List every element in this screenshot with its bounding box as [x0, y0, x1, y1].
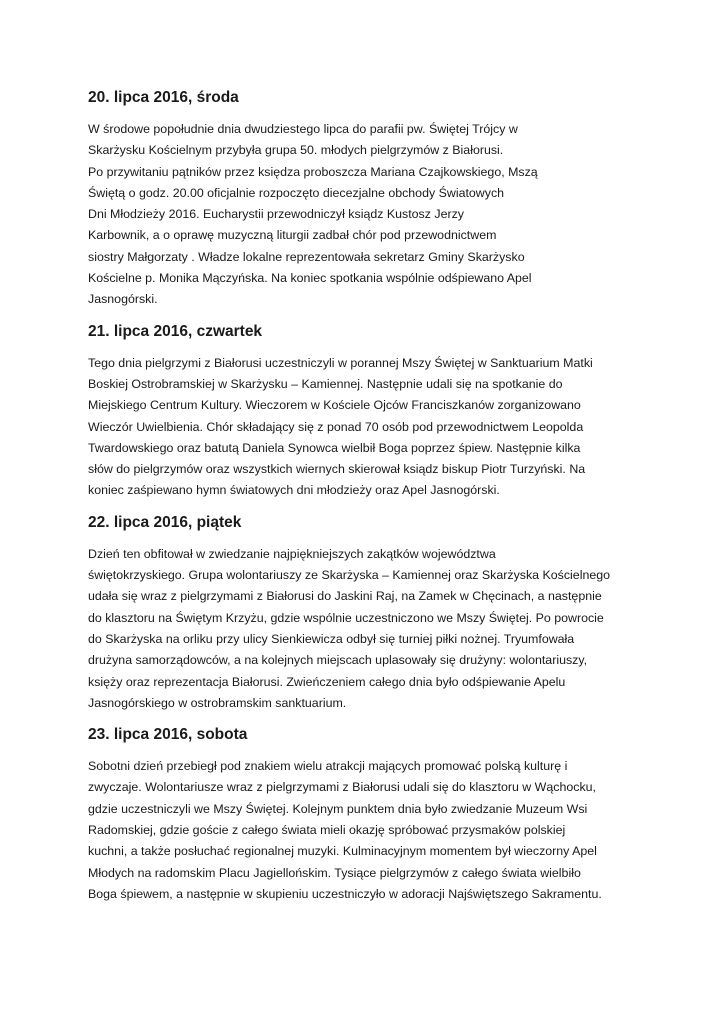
paragraph-line: Po przywitaniu pątników przez księdza proboszcza Mariana Czajkowskiego, Mszą: [88, 164, 538, 179]
section-day-21: [88, 322, 668, 502]
section-day-20: [88, 88, 668, 311]
section-paragraph: [88, 119, 668, 311]
paragraph-line: Jasnogórskiego w ostrobramskim sanktuarium.: [88, 695, 347, 710]
paragraph-line: W środowe popołudnie dnia dwudziestego lipca do parafii pw. Świętej Trójcy w: [88, 122, 518, 136]
paragraph-line: Młodych na radomskim Placu Jagiellońskim. Tysiące pielgrzymów z całego świata wielbiło: [88, 865, 581, 880]
paragraph-line: Tego dnia pielgrzymi z Białorusi uczestniczyli w porannej Mszy Świętej w Sanktuarium Matki: [88, 355, 593, 370]
paragraph-line: Twardowskiego oraz batutą Daniela Synowca wielbił Boga poprzez śpiew. Następnie kilka: [88, 440, 581, 455]
section-paragraph: [88, 544, 668, 714]
section-paragraph: [88, 353, 668, 502]
paragraph-line: Miejskiego Centrum Kultury. Wieczorem w Kościele Ojców Franciszkanów zorganizowano: [88, 398, 581, 413]
paragraph-line: drużyna samorządowców, a na kolejnych miejscach uplasowały się drużyny: wolontariuszy,: [88, 653, 588, 668]
paragraph-line: Dzień ten obfitował w zwiedzanie najpiękniejszych zakątków województwa: [88, 546, 496, 561]
paragraph-line: Karbownik, a o oprawę muzyczną liturgii zadbał chór pod przewodnictwem: [88, 228, 497, 243]
paragraph-line: udała się wraz z pielgrzymami z Białorusi do Jaskini Raj, na Zamek w Chęcinach, a następnie: [88, 589, 602, 604]
section-heading: 20. lipca 2016, środa: [88, 89, 239, 106]
section-heading: 23. lipca 2016, sobota: [88, 726, 248, 744]
paragraph-line: Jasnogórski.: [88, 292, 158, 307]
paragraph-line: słów do pielgrzymów oraz wszystkich wiernych skierował ksiądz biskup Piotr Turzyński. Na: [88, 462, 586, 477]
paragraph-line: zwyczaje. Wolontariusze wraz z pielgrzymami z Białorusi udali się do klasztoru w Wąchocku,: [88, 780, 596, 795]
paragraph-line: siostry Małgorzaty . Władze lokalne reprezentowała sekretarz Gminy Skarżysko: [88, 249, 525, 264]
paragraph-line: świętokrzyskiego. Grupa wolontariuszy ze Skarżyska – Kamiennej oraz Skarżyska Kościelnego: [88, 568, 611, 583]
paragraph-line: koniec zaśpiewano hymn światowych dni młodzieży oraz Apel Jasnogórski.: [88, 483, 500, 498]
paragraph-line: księży oraz reprezentacja Białorusi. Zwieńczeniem całego dnia było odśpiewanie Apelu: [88, 674, 566, 689]
section-heading: 21. lipca 2016, czwartek: [88, 322, 263, 340]
paragraph-line: Radomskiej, gdzie goście z całego świata mieli okazję spróbować przysmaków polskiej: [88, 823, 566, 838]
paragraph-line: Wieczór Uwielbienia. Chór składający się z ponad 70 osób pod przewodnictwem Leopolda: [88, 419, 584, 434]
paragraph-line: Świętą o godz. 20.00 oficjalnie rozpoczęto diecezjalne obchody Światowych: [88, 185, 505, 200]
paragraph-line: Dni Młodzieży 2016. Eucharystii przewodniczył ksiądz Kustosz Jerzy: [88, 207, 464, 222]
paragraph-line: do klasztoru na Świętym Krzyżu, gdzie wspólnie uczestniczono we Mszy Świętej. Po powrocie: [88, 610, 604, 625]
document-page: [88, 88, 668, 916]
paragraph-line: Boga śpiewem, a następnie w skupieniu uczestniczyło w adoracji Najświętszego Sakramentu.: [88, 886, 602, 901]
section-heading: 22. lipca 2016, piątek: [88, 513, 242, 531]
paragraph-line: gdzie uczestniczyli we Mszy Świętej. Kolejnym punktem dnia było zwiedzanie Muzeum Wsi: [88, 801, 588, 816]
paragraph-line: do Skarżyska na orliku przy ulicy Sienkiewicza odbył się turniej piłki nożnej. Tryumfowała: [88, 631, 575, 646]
paragraph-line: Boskiej Ostrobramskiej w Skarżysku – Kamiennej. Następnie udali się na spotkanie do: [88, 376, 563, 391]
section-paragraph: [88, 756, 668, 905]
section-day-22: [88, 513, 668, 714]
paragraph-line: Skarżysku Kościelnym przybyła grupa 50. młodych pielgrzymów z Białorusi.: [88, 143, 504, 158]
section-day-23: [88, 725, 668, 905]
paragraph-line: kuchni, a także posłuchać regionalnej muzyki. Kulminacyjnym momentem był wieczorny Apel: [88, 844, 597, 859]
paragraph-line: Kościelne p. Monika Mączyńska. Na koniec spotkania wspólnie odśpiewano Apel: [88, 271, 532, 286]
paragraph-line: Sobotni dzień przebiegł pod znakiem wielu atrakcji mających promować polską kulturę i: [88, 759, 568, 774]
